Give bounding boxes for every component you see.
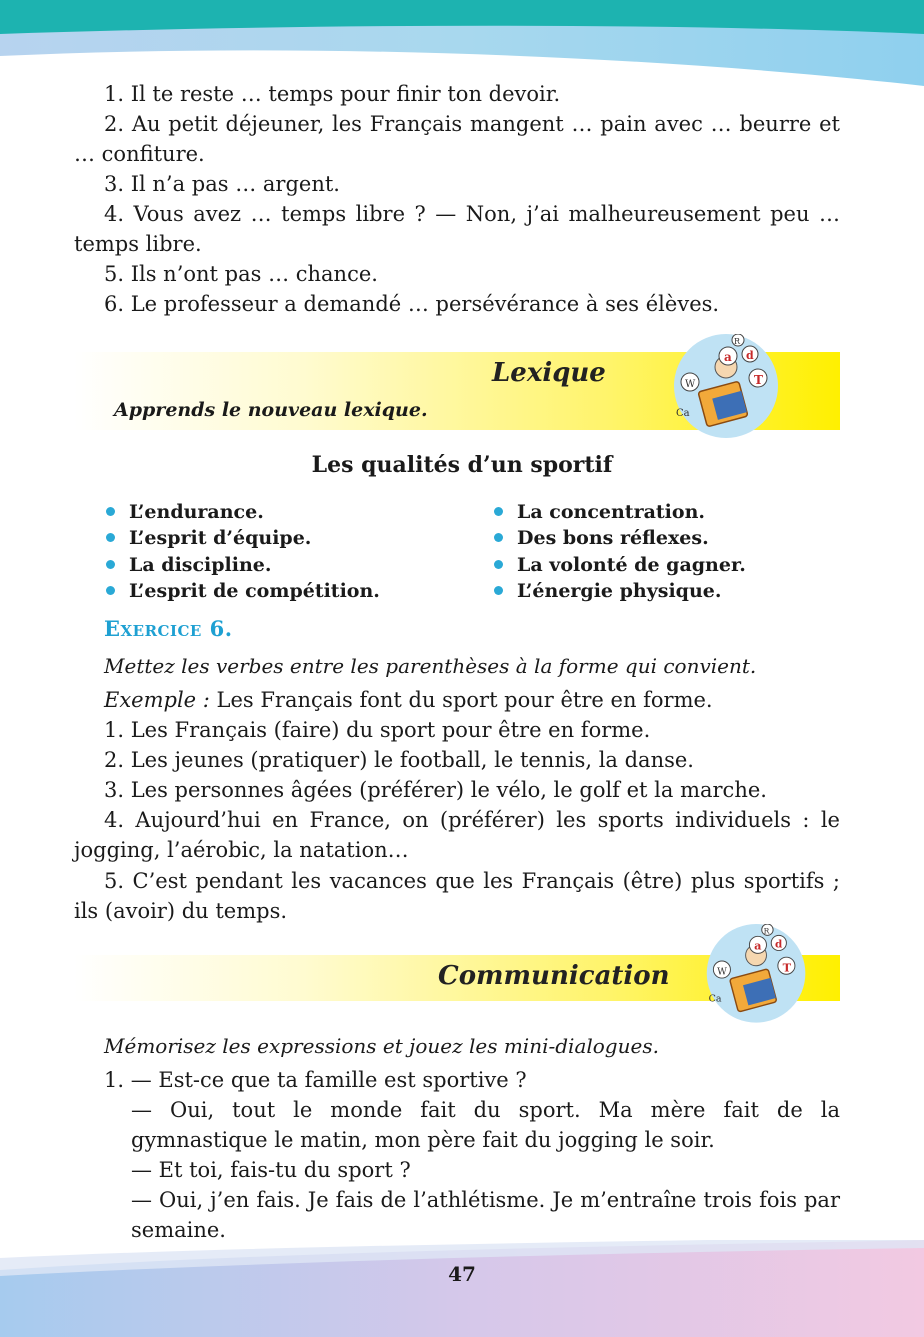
bullet-dot-icon — [106, 533, 115, 542]
exercise-item-3: 3. Les personnes âgées (préférer) le vélo, le golf et la marche. — [104, 778, 767, 802]
exercise-title: Exercice 6. — [104, 616, 233, 641]
list-item — [106, 499, 264, 525]
bullet-dot-icon — [106, 507, 115, 516]
bullet-dot-icon — [106, 560, 115, 569]
svg-text:a: a — [754, 938, 762, 953]
letters-mascot-icon — [668, 334, 786, 450]
list-item — [494, 499, 705, 525]
exercise-instruction: Mettez les verbes entre les parenthèses à la forme qui convient. — [104, 654, 757, 678]
exercise-line-3: 3. Il n’a pas … argent. — [104, 172, 340, 196]
list-item — [106, 552, 272, 578]
exercise-line-6: 6. Le professeur a demandé … persévérance à ses élèves. — [104, 292, 720, 316]
svg-text:R: R — [734, 337, 741, 346]
exercise-item-4: 4. Aujourd’hui en France, on (préférer) les sports individuels : le jogging, l’aérobic, la natation… — [74, 808, 840, 862]
exercise-line-4: 4. Vous avez … temps libre ? — Non, j’ai malheureusement peu … temps libre. — [74, 202, 840, 256]
list-item — [494, 525, 709, 551]
exercise-example — [104, 685, 713, 715]
dialogue-line-3: — Et toi, fais-tu du sport ? — [131, 1158, 411, 1182]
svg-text:Ca: Ca — [708, 993, 722, 1005]
bullet-dot-icon — [494, 560, 503, 569]
list-item-text: La concentration. — [517, 501, 706, 523]
list-item — [106, 525, 311, 551]
dialogue-line-1: 1. — Est-ce que ta famille est sportive ? — [104, 1068, 527, 1092]
dialogue-line-2: — Oui, tout le monde fait du sport. Ma mère fait de la gymnastique le matin, mon père fait du jogging le soir. — [131, 1098, 840, 1152]
svg-text:W: W — [717, 966, 727, 978]
svg-text:d: d — [775, 938, 783, 951]
bullet-dot-icon — [106, 586, 115, 595]
exercise-item-2: 2. Les jeunes (pratiquer) le football, le tennis, la danse. — [104, 748, 694, 772]
svg-text:T: T — [754, 373, 763, 387]
page-number: 47 — [448, 1262, 476, 1286]
example-text: Les Français font du sport pour être en forme. — [209, 688, 713, 712]
example-label: Exemple : — [104, 688, 210, 712]
dialogue-line-4: — Oui, j’en fais. Je fais de l’athlétisme. Je m’entraîne trois fois par semaine. — [131, 1188, 840, 1242]
bullet-dot-icon — [494, 586, 503, 595]
bottom-decorative-band — [0, 1240, 924, 1337]
exercise-item-1: 1. Les Français (faire) du sport pour être en forme. — [104, 718, 651, 742]
svg-text:R: R — [763, 926, 770, 936]
section-title: Les qualités d’un sportif — [311, 452, 613, 478]
top-decorative-band — [0, 0, 924, 90]
lexique-subtitle: Apprends le nouveau lexique. — [114, 399, 428, 421]
list-item-text: L’esprit d’équipe. — [129, 527, 312, 549]
lexique-title: Lexique — [492, 358, 606, 388]
bullet-dot-icon — [494, 533, 503, 542]
svg-text:a: a — [724, 350, 732, 364]
bullet-dot-icon — [494, 507, 503, 516]
exercise-line-5: 5. Ils n’ont pas … chance. — [104, 262, 378, 286]
list-item — [106, 578, 380, 604]
list-item-text: La discipline. — [129, 554, 272, 576]
communication-instruction: Mémorisez les expressions et jouez les mini-dialogues. — [104, 1034, 659, 1058]
list-item-text: Des bons réflexes. — [517, 527, 709, 549]
exercise-line-2: 2. Au petit déjeuner, les Français mangent … pain avec … beurre et … confiture. — [74, 112, 840, 166]
exercise-item-5: 5. C’est pendant les vacances que les Français (être) plus sportifs ; ils (avoir) du temps. — [74, 869, 840, 923]
svg-text:Ca: Ca — [676, 408, 690, 419]
list-item-text: L’esprit de compétition. — [129, 580, 380, 602]
exercise-line-1: 1. Il te reste … temps pour finir ton devoir. — [104, 82, 561, 106]
letters-mascot-icon — [700, 924, 814, 1034]
list-item-text: La volonté de gagner. — [517, 554, 746, 576]
list-item-text: L’énergie physique. — [517, 580, 722, 602]
svg-text:T: T — [782, 960, 792, 975]
communication-title: Communication — [438, 961, 670, 991]
svg-text:d: d — [746, 349, 754, 362]
list-item-text: L’endurance. — [129, 501, 264, 523]
list-item — [494, 552, 746, 578]
svg-text:W: W — [685, 379, 696, 390]
list-item — [494, 578, 721, 604]
